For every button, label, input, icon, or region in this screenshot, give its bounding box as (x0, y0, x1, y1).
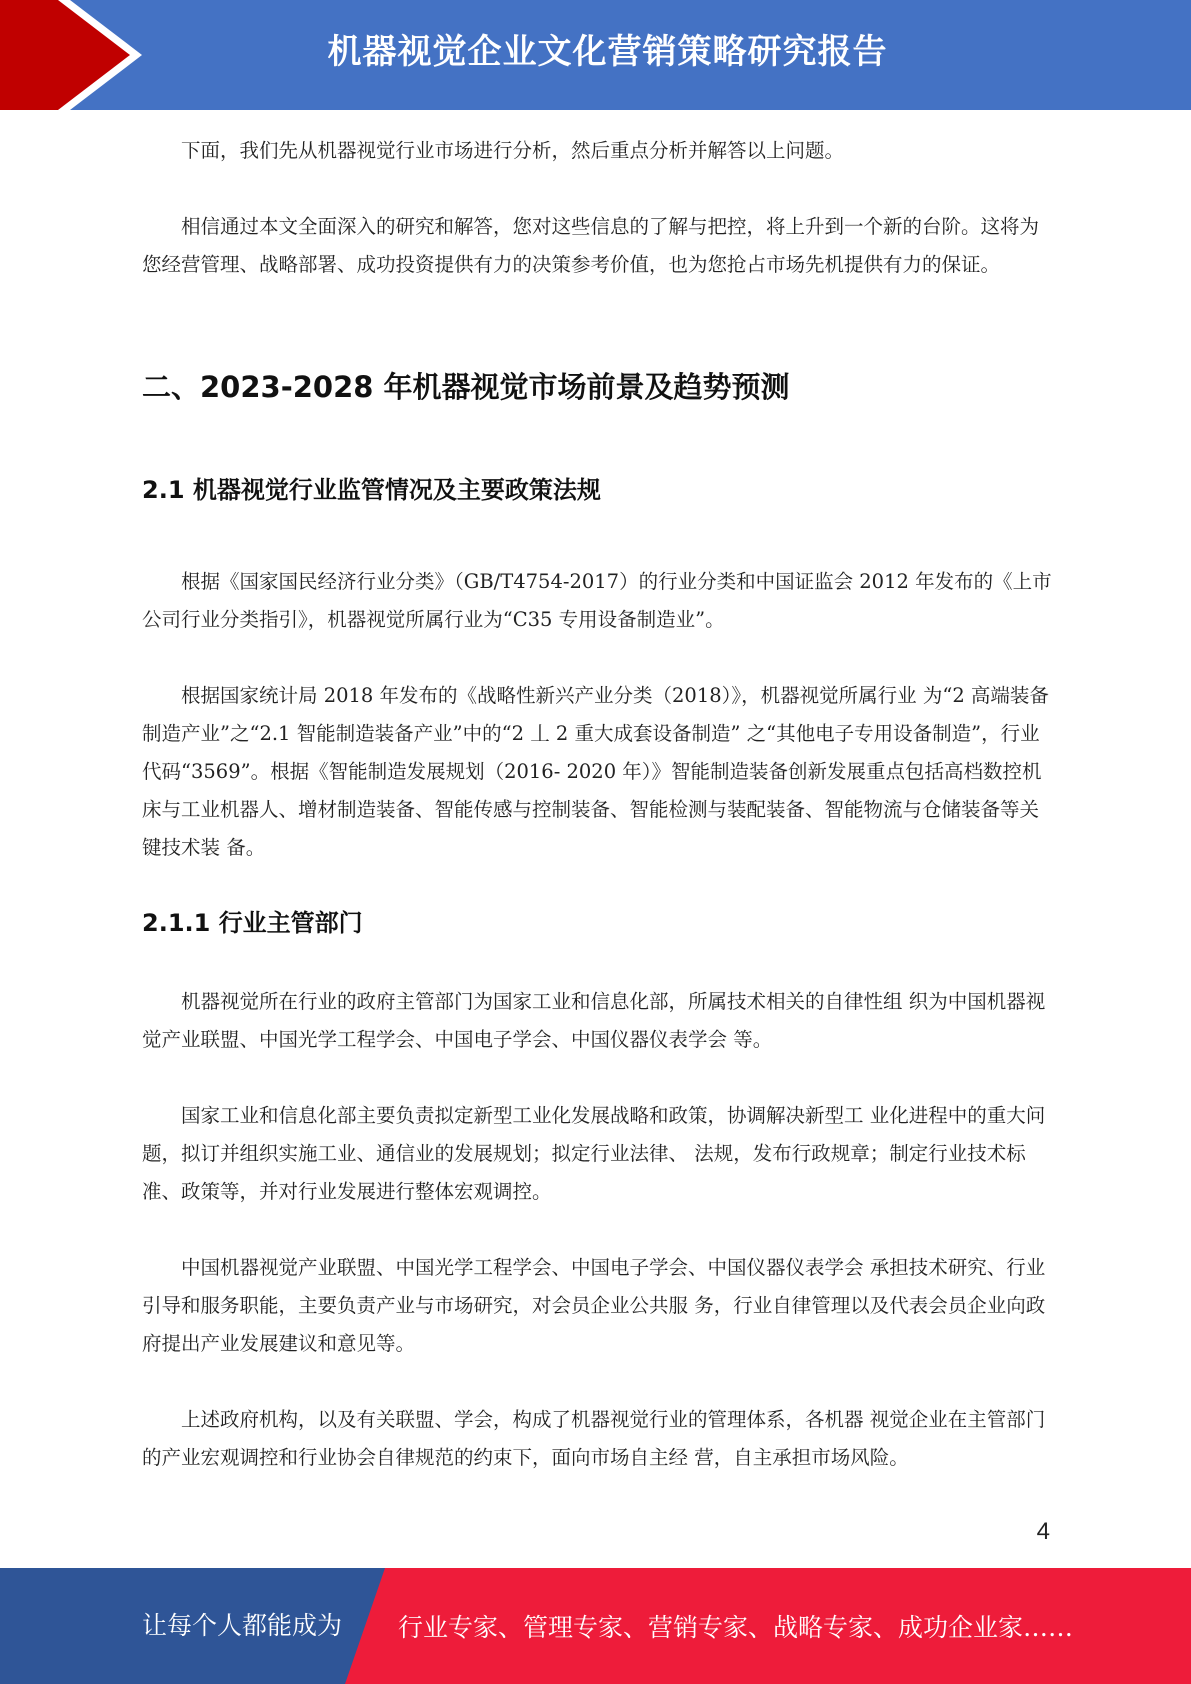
paragraph-associations: 中国机器视觉产业联盟、中国光学工程学会、中国电子学会、中国仪器仪表学会 承担技术研究、行业引导和服务职能，主要负责产业与市场研究，对会员企业公共服 务，行业自律管理以及代表会员企业向政府提出产业发展建议和意见等。 (142, 1256, 1046, 1355)
subsection-heading-2-1-1: 2.1.1 行业主管部门 (142, 909, 363, 937)
header-banner (0, 0, 1191, 110)
section-heading-2: 二、2023-2028 年机器视觉市场前景及趋势预测 (142, 370, 790, 404)
paragraph-industry-classification: 根据《国家国民经济行业分类》（GB/T4754-2017）的行业分类和中国证监会 2012 年发布的《上市公司行业分类指引》，机器视觉所属行业为“C35 专用设备制造业”。 (142, 570, 1052, 631)
paragraph-management-system: 上述政府机构，以及有关联盟、学会，构成了机器视觉行业的管理体系，各机器 视觉企业在主管部门的产业宏观调控和行业协会自律规范的约束下，面向市场自主经 营，自主承担市场风险。 (142, 1408, 1046, 1469)
footer-slogan-right: 行业专家、管理专家、营销专家、战略专家、成功企业家…… (398, 1613, 1074, 1642)
paragraph-ministry-duties: 国家工业和信息化部主要负责拟定新型工业化发展战略和政策，协调解决新型工 业化进程中的重大问题，拟订并组织实施工业、通信业的发展规划；拟定行业法律、 法规，发布行政规章；制定行业技术标准、政策等，并对行业发展进行整体宏观调控。 (142, 1104, 1046, 1203)
footer-slogan-left: 让每个人都能成为 (142, 1611, 343, 1640)
paragraph-intro: 下面，我们先从机器视觉行业市场进行分析，然后重点分析并解答以上问题。 (181, 139, 845, 162)
paragraph-strategic-industry: 根据国家统计局 2018 年发布的《战略性新兴产业分类（2018）》，机器视觉所属行业 为“2 高端装备制造产业”之“2.1 智能制造装备产业”中的“2 丄 2 重大成套设备制造” 之“其他电子专用设备制造”，行业代码“3569”。根据《智能制造发展规划（2016- 2020 年）》智能制造装备创新发展重点包括高档数控机床与工业机器人、增材制造装备、智能传感与控制装备、智能检测与装配装备、智能物流与仓储装备等关键技术装 备。 (142, 684, 1049, 859)
paragraph-summary: 相信通过本文全面深入的研究和解答，您对这些信息的了解与把控，将上升到一个新的台阶。这将为您经营管理、战略部署、成功投资提供有力的决策参考价值，也为您抢占市场先机提供有力的保证。 (142, 215, 1040, 276)
page-number: 4 (1036, 1518, 1050, 1545)
paragraph-authority: 机器视觉所在行业的政府主管部门为国家工业和信息化部，所属技术相关的自律性组 织为中国机器视觉产业联盟、中国光学工程学会、中国电子学会、中国仪器仪表学会 等。 (142, 990, 1046, 1051)
footer-banner (0, 1568, 1191, 1684)
subsection-heading-2-1: 2.1 机器视觉行业监管情况及主要政策法规 (142, 476, 601, 504)
document-title: 机器视觉企业文化营销策略研究报告 (327, 32, 888, 72)
